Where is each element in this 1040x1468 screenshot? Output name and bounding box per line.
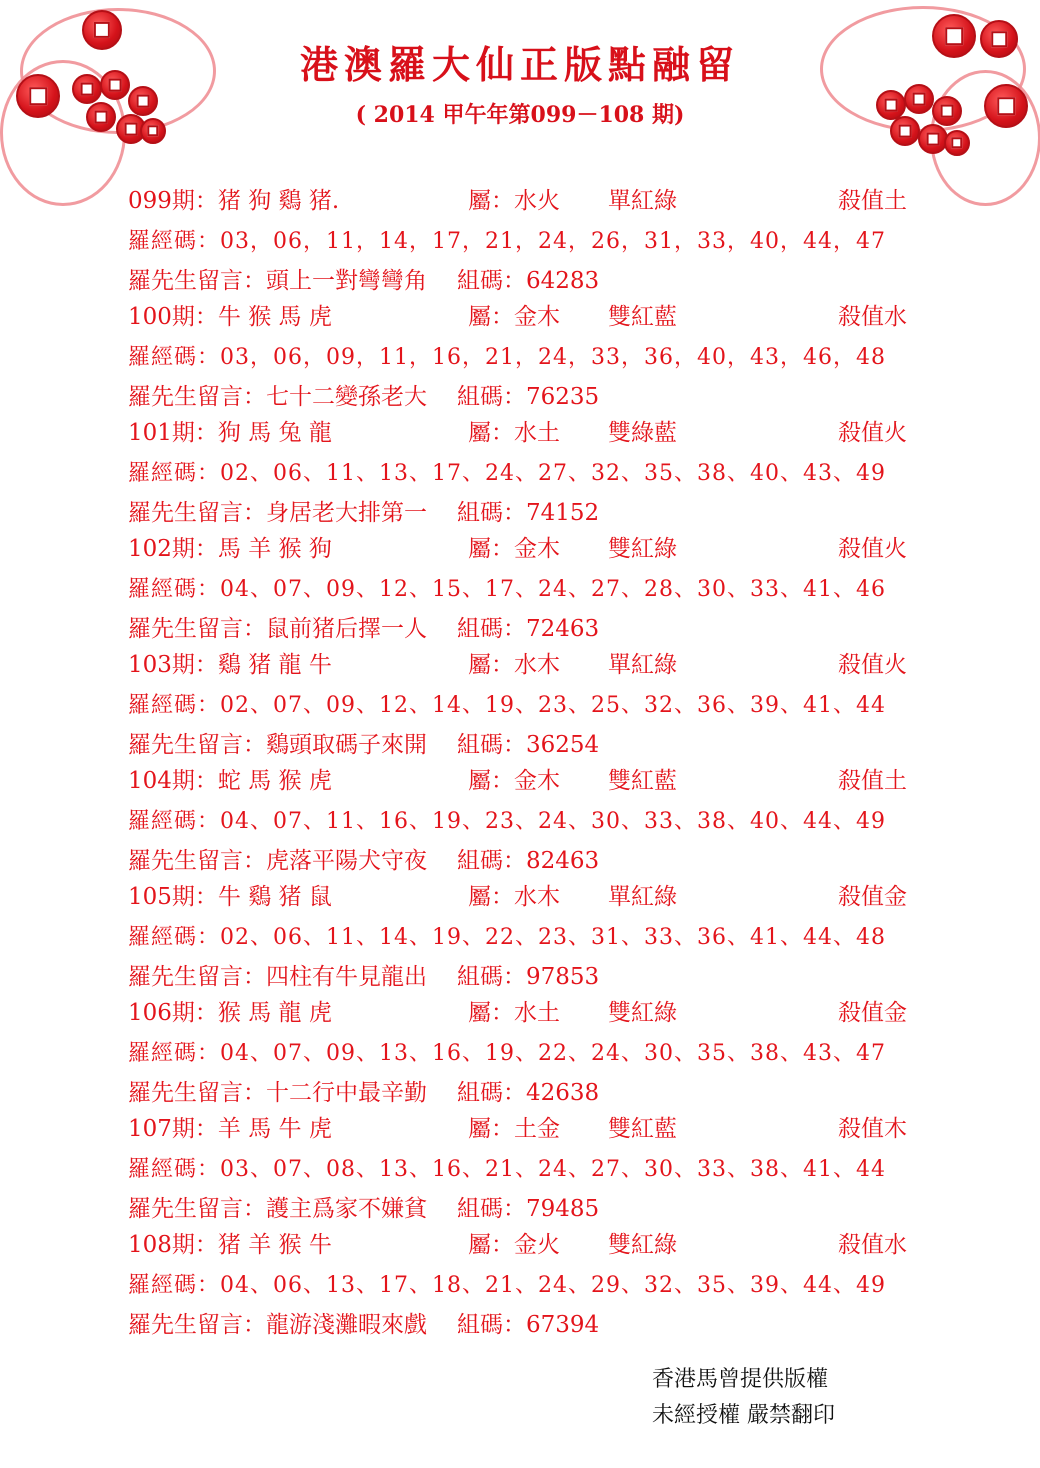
attr-value: 土金 bbox=[514, 1116, 560, 1142]
numbers-label: 羅經碼： bbox=[128, 1273, 221, 1298]
attr-label: 屬： bbox=[468, 1000, 514, 1026]
issue-color: 雙紅綠 bbox=[608, 1000, 677, 1026]
numbers-row bbox=[128, 920, 886, 951]
message-row bbox=[128, 494, 599, 527]
issue-block bbox=[128, 530, 928, 646]
issue-list bbox=[128, 182, 928, 1342]
attr-value: 水土 bbox=[514, 1000, 560, 1026]
message-row bbox=[128, 726, 599, 759]
message-label: 羅先生留言： bbox=[128, 500, 266, 526]
issue-period: 101期： bbox=[128, 420, 218, 446]
numbers-label: 羅經碼： bbox=[128, 461, 221, 486]
issue-kill: 殺值金 bbox=[838, 884, 907, 910]
issue-block bbox=[128, 1110, 928, 1226]
issue-color: 雙紅藍 bbox=[608, 304, 677, 330]
issue-head bbox=[128, 762, 332, 795]
message-label: 羅先生留言： bbox=[128, 1080, 266, 1106]
issue-kill: 殺值水 bbox=[838, 304, 907, 330]
numbers-value: 02、06、11、14、19、22、23、31、33、36、41、44、48 bbox=[220, 925, 886, 950]
numbers-value: 02、07、09、12、14、19、23、25、32、36、39、41、44 bbox=[220, 693, 886, 718]
message-value: 護主爲家不嫌貧 bbox=[266, 1196, 427, 1222]
attr-label: 屬： bbox=[468, 188, 514, 214]
message-label: 羅先生留言： bbox=[128, 268, 266, 294]
issue-color: 雙紅綠 bbox=[608, 536, 677, 562]
combo-label: 組碼： bbox=[457, 616, 526, 642]
attr-label: 屬： bbox=[468, 536, 514, 562]
issue-head bbox=[128, 182, 339, 215]
issue-head bbox=[128, 414, 332, 447]
message-row bbox=[128, 378, 599, 411]
numbers-label: 羅經碼： bbox=[128, 577, 221, 602]
attr-value: 金木 bbox=[514, 768, 560, 794]
issue-color: 單紅綠 bbox=[608, 884, 677, 910]
page-title: 港澳羅大仙正版點融留 bbox=[299, 42, 740, 87]
issue-kill: 殺值火 bbox=[838, 652, 907, 678]
combo-label: 組碼： bbox=[457, 1312, 526, 1338]
issue-animals: 猪 狗 鷄 猪. bbox=[217, 188, 340, 214]
attr-value: 金木 bbox=[514, 304, 560, 330]
issue-block bbox=[128, 646, 928, 762]
numbers-value: 04、07、09、12、15、17、24、27、28、30、33、41、46 bbox=[220, 577, 886, 602]
message-value: 鷄頭取碼子來開 bbox=[266, 732, 427, 758]
issue-block bbox=[128, 414, 928, 530]
numbers-value: 02、06、11、13、17、24、27、32、35、38、40、43、49 bbox=[220, 461, 886, 486]
message-value: 身居老大排第一 bbox=[266, 500, 427, 526]
coin-icon bbox=[944, 130, 970, 156]
footer bbox=[652, 1362, 835, 1434]
copyright-line: 香港馬曾提供版權 bbox=[652, 1367, 829, 1392]
numbers-row bbox=[128, 1036, 886, 1067]
message-row bbox=[128, 1074, 599, 1107]
message-row bbox=[128, 842, 599, 875]
issue-period: 107期： bbox=[128, 1116, 218, 1142]
numbers-value: 04、07、09、13、16、19、22、24、30、35、38、43、47 bbox=[220, 1041, 886, 1066]
issue-animals: 牛 猴 馬 虎 bbox=[217, 304, 332, 330]
combo-value: 76235 bbox=[526, 384, 600, 410]
issue-kill: 殺值水 bbox=[838, 1232, 907, 1258]
issue-head bbox=[128, 298, 332, 331]
numbers-label: 羅經碼： bbox=[128, 1041, 221, 1066]
combo-value: 74152 bbox=[526, 500, 600, 526]
attr-value: 金火 bbox=[514, 1232, 560, 1258]
message-value: 四柱有牛見龍出 bbox=[266, 964, 427, 990]
attr-value: 水木 bbox=[514, 652, 560, 678]
issue-head bbox=[128, 530, 332, 563]
message-value: 頭上一對彎彎角 bbox=[266, 268, 427, 294]
issue-attr bbox=[468, 530, 560, 563]
issue-period: 099期： bbox=[128, 188, 218, 214]
message-label: 羅先生留言： bbox=[128, 848, 266, 874]
numbers-value: 03、07、08、13、16、21、24、27、30、33、38、41、44 bbox=[220, 1157, 886, 1182]
numbers-row bbox=[128, 1268, 886, 1299]
combo-value: 67394 bbox=[526, 1312, 600, 1338]
issue-animals: 馬 羊 猴 狗 bbox=[217, 536, 332, 562]
issue-attr bbox=[468, 1226, 560, 1259]
issue-head bbox=[128, 878, 332, 911]
copyright-warning: 未經授權 嚴禁翻印 bbox=[652, 1403, 835, 1428]
attr-value: 水土 bbox=[514, 420, 560, 446]
issue-color: 雙綠藍 bbox=[608, 420, 677, 446]
numbers-label: 羅經碼： bbox=[128, 229, 221, 254]
issue-kill: 殺值土 bbox=[838, 188, 907, 214]
issue-head bbox=[128, 1226, 332, 1259]
message-label: 羅先生留言： bbox=[128, 1196, 266, 1222]
issue-color: 雙紅藍 bbox=[608, 1116, 677, 1142]
issue-period: 104期： bbox=[128, 768, 218, 794]
issue-animals: 蛇 馬 猴 虎 bbox=[217, 768, 332, 794]
issue-color: 單紅綠 bbox=[608, 652, 677, 678]
issue-color: 雙紅綠 bbox=[608, 1232, 677, 1258]
numbers-value: 03，06，09，11，16，21，24，33，36，40，43，46，48 bbox=[220, 345, 886, 370]
numbers-label: 羅經碼： bbox=[128, 809, 221, 834]
issue-animals: 猴 馬 龍 虎 bbox=[217, 1000, 332, 1026]
issue-block bbox=[128, 762, 928, 878]
issue-kill: 殺值土 bbox=[838, 768, 907, 794]
attr-value: 水木 bbox=[514, 884, 560, 910]
numbers-label: 羅經碼： bbox=[128, 1157, 221, 1182]
issue-period: 103期： bbox=[128, 652, 218, 678]
issue-color: 單紅綠 bbox=[608, 188, 677, 214]
combo-value: 42638 bbox=[526, 1080, 600, 1106]
attr-value: 金木 bbox=[514, 536, 560, 562]
issue-attr bbox=[468, 414, 560, 447]
issue-period: 100期： bbox=[128, 304, 218, 330]
issue-animals: 羊 馬 牛 虎 bbox=[217, 1116, 332, 1142]
attr-label: 屬： bbox=[468, 652, 514, 678]
message-row bbox=[128, 1306, 599, 1339]
message-label: 羅先生留言： bbox=[128, 1312, 266, 1338]
issue-attr bbox=[468, 762, 560, 795]
issue-block bbox=[128, 298, 928, 414]
issue-attr bbox=[468, 994, 560, 1027]
combo-label: 組碼： bbox=[457, 1196, 526, 1222]
issue-block bbox=[128, 182, 928, 298]
issue-attr bbox=[468, 646, 560, 679]
message-row bbox=[128, 262, 599, 295]
message-row bbox=[128, 1190, 599, 1223]
issue-head bbox=[128, 1110, 332, 1143]
numbers-row bbox=[128, 340, 886, 371]
numbers-value: 03，06，11，14，17，21，24，26，31，33，40，44，47 bbox=[220, 229, 886, 254]
page-subtitle: ( 2014 甲午年第099－108 期) bbox=[355, 102, 685, 128]
issue-attr bbox=[468, 298, 560, 331]
numbers-label: 羅經碼： bbox=[128, 925, 221, 950]
combo-label: 組碼： bbox=[457, 384, 526, 410]
message-value: 十二行中最辛勤 bbox=[266, 1080, 427, 1106]
combo-value: 36254 bbox=[526, 732, 600, 758]
numbers-value: 04、06、13、17、18、21、24、29、32、35、39、44、49 bbox=[220, 1273, 886, 1298]
issue-kill: 殺值金 bbox=[838, 1000, 907, 1026]
message-label: 羅先生留言： bbox=[128, 384, 266, 410]
attr-label: 屬： bbox=[468, 304, 514, 330]
combo-label: 組碼： bbox=[457, 1080, 526, 1106]
attr-label: 屬： bbox=[468, 1232, 514, 1258]
issue-kill: 殺值火 bbox=[838, 536, 907, 562]
message-row bbox=[128, 610, 599, 643]
issue-animals: 猪 羊 猴 牛 bbox=[217, 1232, 332, 1258]
issue-period: 102期： bbox=[128, 536, 218, 562]
issue-kill: 殺值火 bbox=[838, 420, 907, 446]
issue-attr bbox=[468, 1110, 560, 1143]
issue-attr bbox=[468, 182, 560, 215]
message-label: 羅先生留言： bbox=[128, 616, 266, 642]
issue-block bbox=[128, 878, 928, 994]
issue-animals: 牛 鷄 猪 鼠 bbox=[217, 884, 332, 910]
numbers-row bbox=[128, 572, 886, 603]
combo-value: 64283 bbox=[526, 268, 600, 294]
numbers-row bbox=[128, 804, 886, 835]
numbers-label: 羅經碼： bbox=[128, 345, 221, 370]
combo-label: 組碼： bbox=[457, 500, 526, 526]
attr-label: 屬： bbox=[468, 420, 514, 446]
combo-label: 組碼： bbox=[457, 964, 526, 990]
combo-label: 組碼： bbox=[457, 732, 526, 758]
numbers-label: 羅經碼： bbox=[128, 693, 221, 718]
numbers-row bbox=[128, 456, 886, 487]
numbers-row bbox=[128, 224, 886, 255]
issue-period: 105期： bbox=[128, 884, 218, 910]
attr-label: 屬： bbox=[468, 768, 514, 794]
combo-value: 79485 bbox=[526, 1196, 600, 1222]
issue-animals: 鷄 猪 龍 牛 bbox=[217, 652, 332, 678]
combo-value: 72463 bbox=[526, 616, 600, 642]
issue-animals: 狗 馬 兔 龍 bbox=[217, 420, 332, 446]
attr-value: 水火 bbox=[514, 188, 560, 214]
issue-kill: 殺值木 bbox=[838, 1116, 907, 1142]
message-label: 羅先生留言： bbox=[128, 732, 266, 758]
numbers-row bbox=[128, 688, 886, 719]
issue-head bbox=[128, 994, 332, 1027]
issue-block bbox=[128, 994, 928, 1110]
issue-head bbox=[128, 646, 332, 679]
issue-period: 108期： bbox=[128, 1232, 218, 1258]
message-label: 羅先生留言： bbox=[128, 964, 266, 990]
issue-block bbox=[128, 1226, 928, 1342]
combo-value: 82463 bbox=[526, 848, 600, 874]
attr-label: 屬： bbox=[468, 1116, 514, 1142]
numbers-row bbox=[128, 1152, 886, 1183]
combo-label: 組碼： bbox=[457, 268, 526, 294]
attr-label: 屬： bbox=[468, 884, 514, 910]
combo-label: 組碼： bbox=[457, 848, 526, 874]
message-value: 虎落平陽犬守夜 bbox=[266, 848, 427, 874]
issue-period: 106期： bbox=[128, 1000, 218, 1026]
message-row bbox=[128, 958, 599, 991]
numbers-value: 04、07、11、16、19、23、24、30、33、38、40、44、49 bbox=[220, 809, 886, 834]
message-value: 龍游淺灘暇來戲 bbox=[266, 1312, 427, 1338]
issue-attr bbox=[468, 878, 560, 911]
combo-value: 97853 bbox=[526, 964, 600, 990]
message-value: 七十二變孫老大 bbox=[266, 384, 427, 410]
issue-color: 雙紅藍 bbox=[608, 768, 677, 794]
message-value: 鼠前猪后擇一人 bbox=[266, 616, 427, 642]
